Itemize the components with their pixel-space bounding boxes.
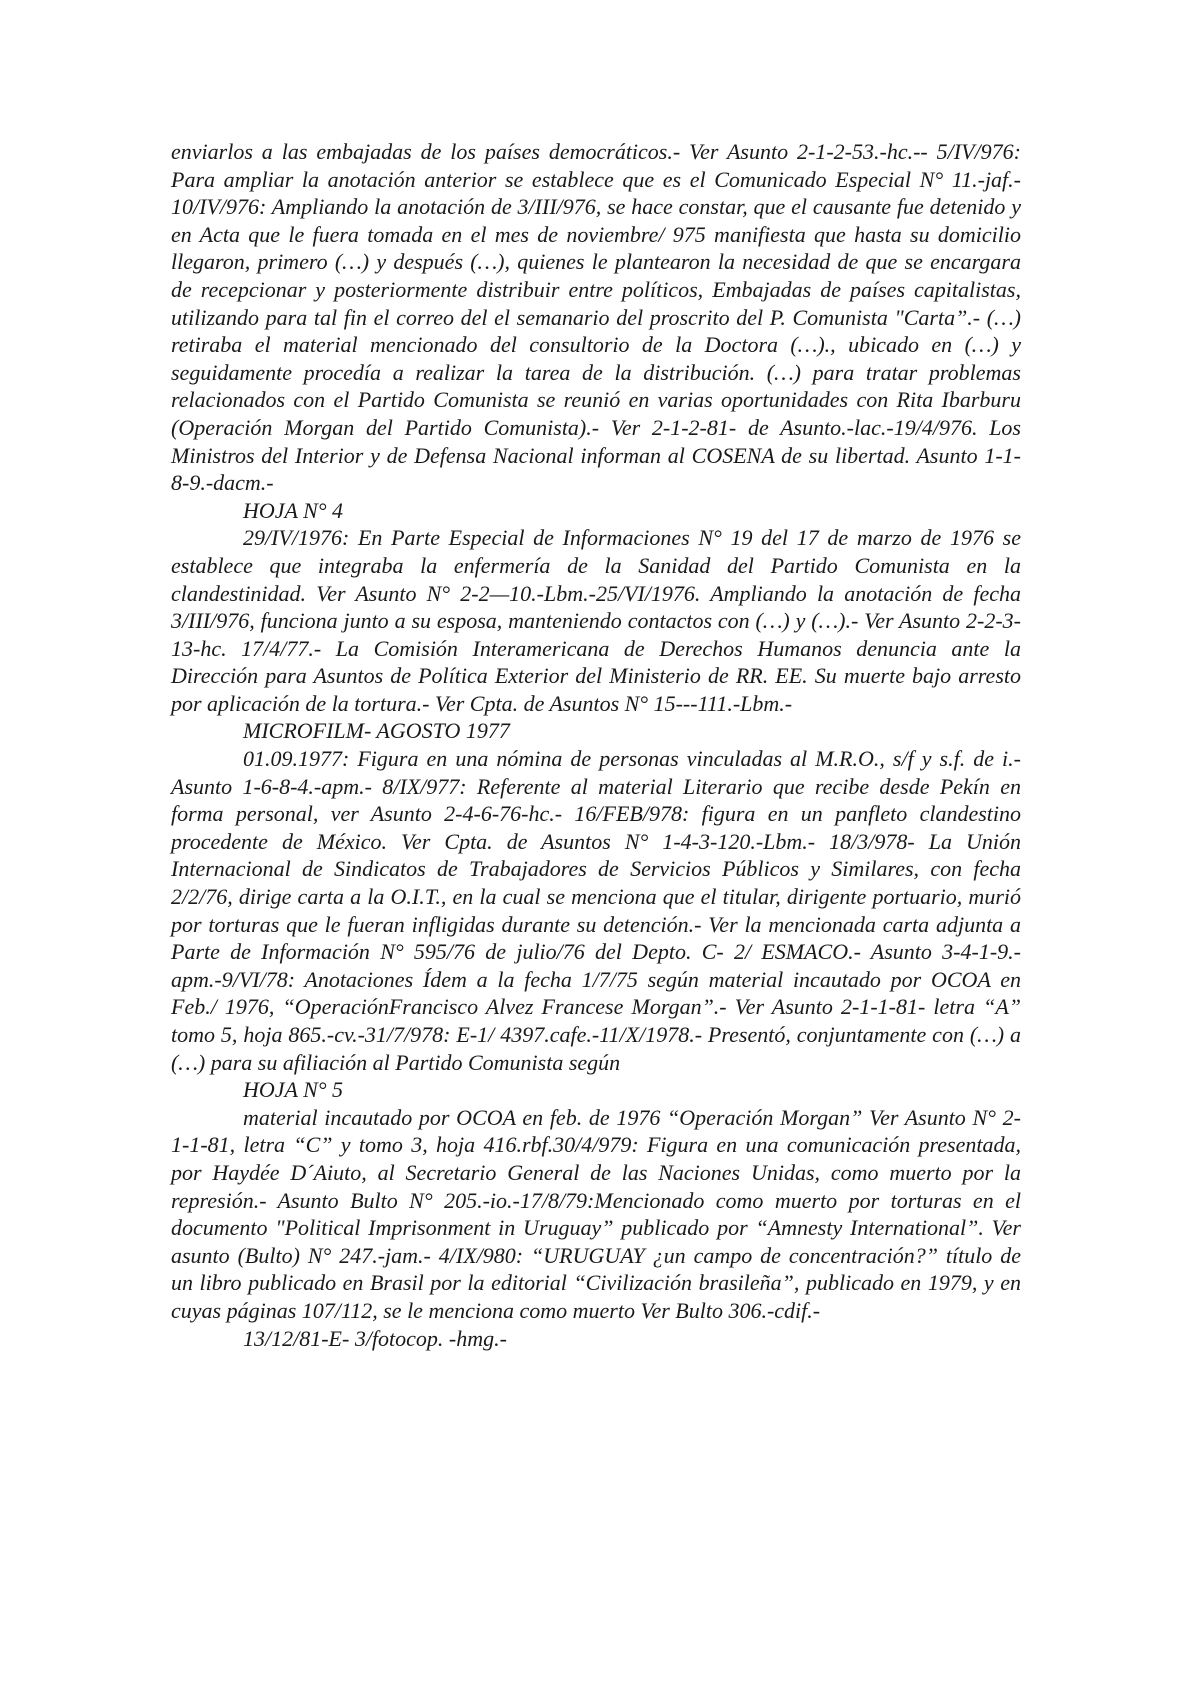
closing-entry: 13/12/81-E- 3/fotocop. -hmg.- <box>243 1325 507 1351</box>
paragraph-intro: enviarlos a las embajadas de los países democráticos.- Ver Asunto 2-1-2-53.-hc.-- 5/IV/976: Para ampliar la anotación anterior se establece que es el Comunicado Especial N° 11.-jaf.- 10/IV/976: Ampliando la anotación de 3/III/976, se hace constar, que el causante fue detenido y en Acta que le fuera tomada en el mes de noviembre/ 975 manifiesta que hasta su domicilio llegaron, primero (…) y después (…), quienes le plantearon la necesidad de que se encargara de recepcionar y posteriormente distribuir entre políticos, Embajadas de países capitalistas, utilizando para tal fin el correo del el semanario del proscrito del P. Comunista "Carta”.- (…) retiraba el material mencionado del consultorio de la Doctora (…)., ubicado en (…) y seguidamente procedía a realizar la tarea de la distribución. (…) para tratar problemas relacionados con el Partido Comunista se reunió en varias oportunidades con Rita Ibarburu (Operación Morgan del Partido Comunista).- Ver 2-1-2-81- de Asunto.-lac.-19/4/976. Los Ministros del Interior y de Defensa Nacional informan al COSENA de su libertad. Asunto 1-1-8-9.-dacm.- <box>171 139 1021 496</box>
document-page <box>171 138 1021 1352</box>
heading-microfilm: MICROFILM- AGOSTO 1977 <box>243 718 510 744</box>
paragraph-1976-entries: 29/IV/1976: En Parte Especial de Informaciones N° 19 del 17 de marzo de 1976 se establece que integraba la enfermería de la Sanidad del Partido Comunista en la clandestinidad. Ver Asunto N° 2-2—10.-Lbm.-25/VI/1976. Ampliando la anotación de fecha 3/III/976, funciona junto a su esposa, manteniendo contactos con (…) y (…).- Ver Asunto 2-2-3-13-hc. 17/4/77.- La Comisión Interamericana de Derechos Humanos denuncia ante la Dirección para Asuntos de Política Exterior del Ministerio de RR. EE. Su muerte bajo arresto por aplicación de la tortura.- Ver Cpta. de Asuntos N° 15---111.-Lbm.- <box>171 525 1021 716</box>
paragraph-1977-entries: 01.09.1977: Figura en una nómina de personas vinculadas al M.R.O., s/f y s.f. de i.- Asunto 1-6-8-4.-apm.- 8/IX/977: Referente al material Literario que recibe desde Pekín en forma personal, ver Asunto 2-4-6-76-hc.- 16/FEB/978: figura en un panfleto clandestino procedente de México. Ver Cpta. de Asuntos N° 1-4-3-120.-Lbm.- 18/3/978- La Unión Internacional de Sindicatos de Trabajadores de Servicios Públicos y Similares, con fecha 2/2/76, dirige carta a la O.I.T., en la cual se menciona que el titular, dirigente portuario, murió por torturas que le fueran infligidas durante su detención.- Ver la mencionada carta adjunta a Parte de Información N° 595/76 de julio/76 del Depto. C- 2/ ESMACO.- Asunto 3-4-1-9.-apm.-9/VI/78: Anotaciones Ídem a la fecha 1/7/75 según material incautado por OCOA en Feb./ 1976, “OperaciónFrancisco Alvez Francese Morgan”.- Ver Asunto 2-1-1-81- letra “A” tomo 5, hoja 865.-cv.-31/7/978: E-1/ 4397.cafe.-11/X/1978.- Presentó, conjuntamente con (…) a (…) para su afiliación al Partido Comunista según <box>171 746 1021 1075</box>
paragraph-1979-entries: material incautado por OCOA en feb. de 1976 “Operación Morgan” Ver Asunto N° 2-1-1-81, letra “C” y tomo 3, hoja 416.rbf.30/4/979: Figura en una comunicación presentada, por Haydée D´Aiuto, al Secretario General de las Naciones Unidas, como muerto por la represión.- Asunto Bulto N° 205.-io.-17/8/79:Mencionado como muerto por torturas en el documento "Political Imprisonment in Uruguay” publicado por “Amnesty International”. Ver asunto (Bulto) N° 247.-jam.- 4/IX/980: “URUGUAY ¿un campo de concentración?” título de un libro publicado en Brasil por la editorial “Civilización brasileña”, publicado en 1979, y en cuyas páginas 107/112, se le menciona como muerto Ver Bulto 306.-cdif.- <box>171 1104 1021 1323</box>
heading-hoja-4: HOJA N° 4 <box>243 497 344 523</box>
heading-hoja-5: HOJA N° 5 <box>243 1077 344 1103</box>
